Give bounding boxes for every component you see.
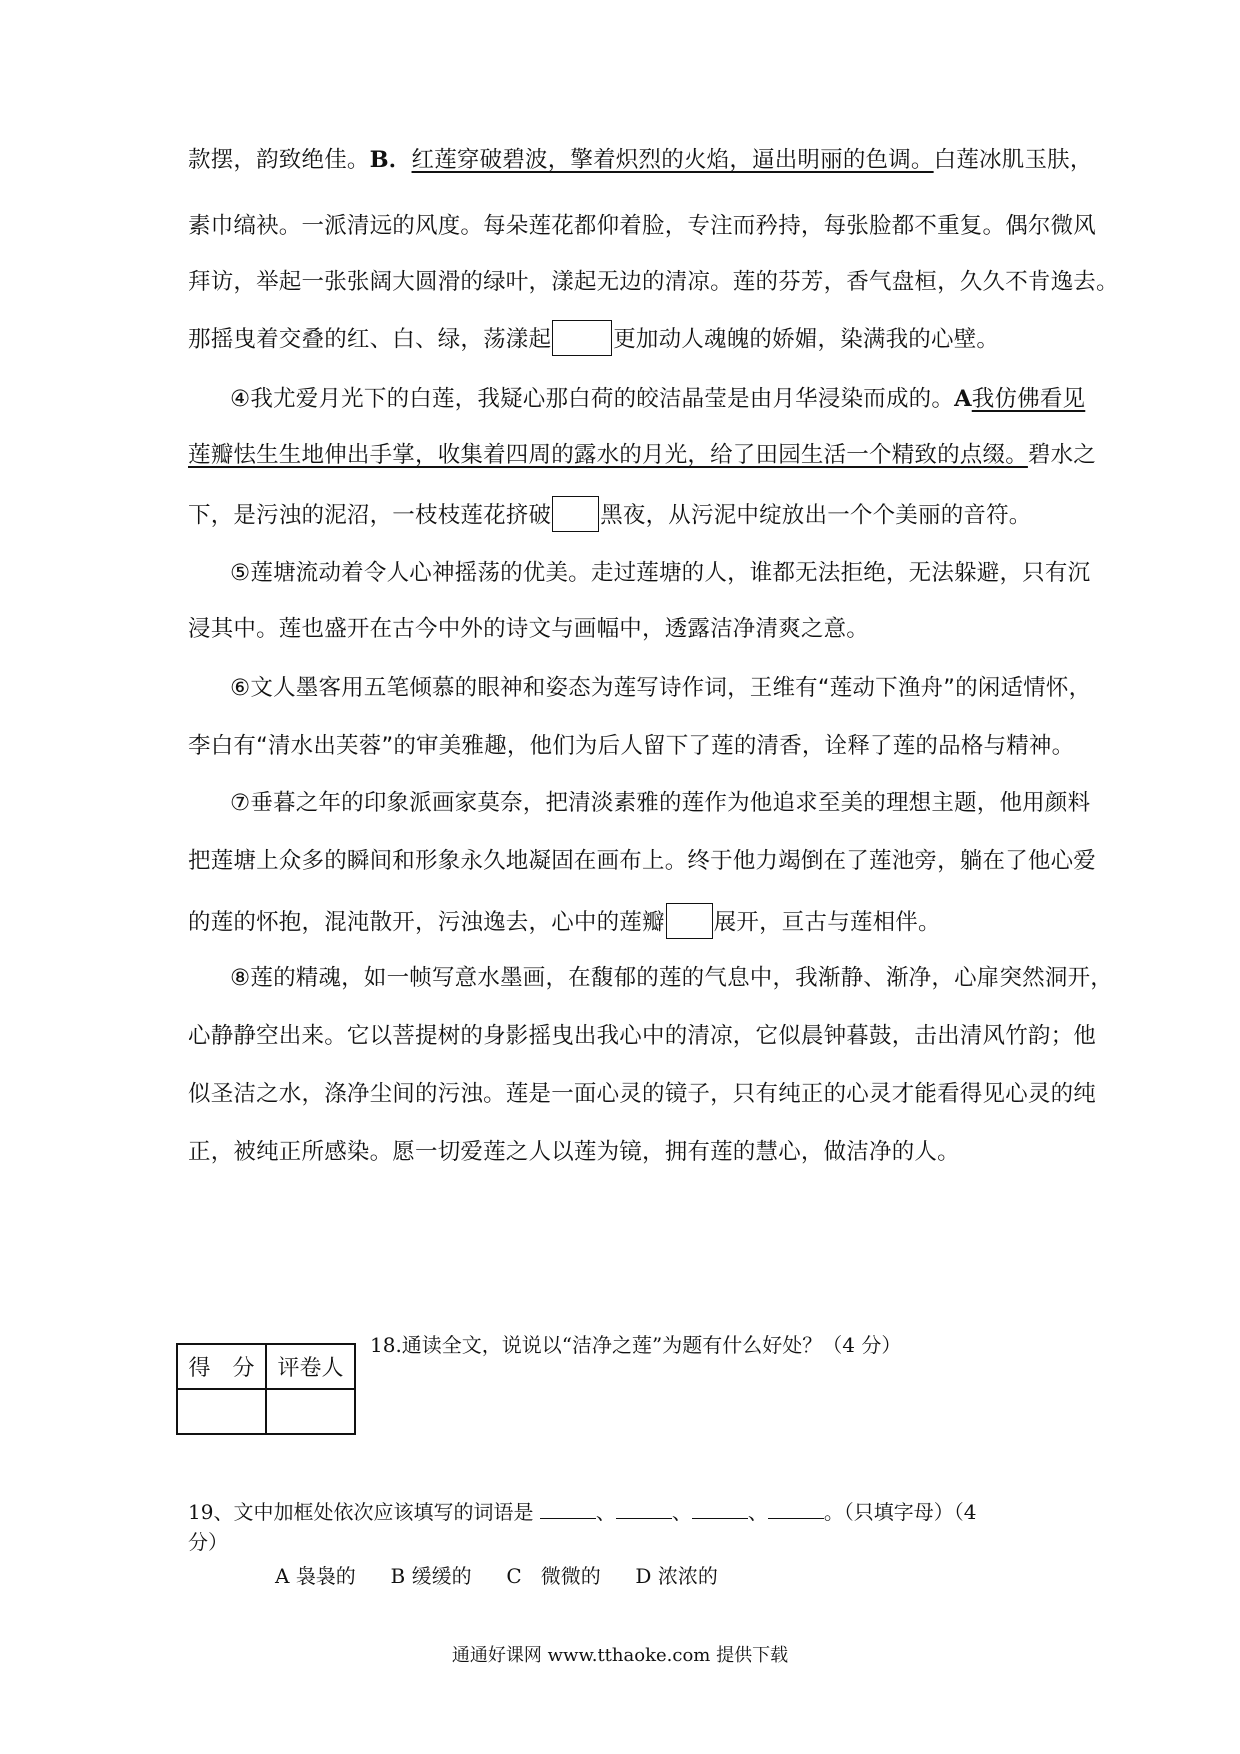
passage-text: 那摇曳着交叠的红、白、绿，荡漾起 (188, 326, 552, 353)
passage-text: 碧水之 (1027, 442, 1097, 468)
passage-line: ⑥文人墨客用五笔倾慕的眼神和姿态为莲写诗作词，王维有“莲动下渔舟”的闲适情怀， (230, 675, 1092, 701)
separator: 、 (671, 1500, 692, 1524)
question-text: 19、文中加框处依次应该填写的词语是 (188, 1500, 534, 1524)
passage-line: 浸其中。莲也盛开在古今中外的诗文与画幅中，透露洁净清爽之意。 (188, 616, 870, 642)
option-c[interactable] (506, 1564, 600, 1588)
page-footer: 通通好课网 www.tthaoke.com 提供下载 (451, 1645, 789, 1666)
score-table (176, 1343, 356, 1435)
score-header: 得 分 (177, 1344, 266, 1389)
passage-text: 展开，亘古与莲相伴。 (713, 909, 941, 936)
underlined-sentence: 莲瓣怯生生地伸出手掌，收集着四周的露水的月光，给了田园生活一个精致的点缀。 (188, 442, 1028, 468)
option-letter: C (506, 1564, 522, 1588)
separator: 、 (595, 1500, 616, 1524)
option-list (275, 1561, 718, 1591)
passage-text: 更加动人魂魄的娇媚，染满我的心壁。 (613, 326, 1000, 353)
question-19-continued: 分） (188, 1530, 228, 1554)
answer-blank-3[interactable] (692, 1498, 748, 1519)
separator: 、 (747, 1500, 768, 1524)
passage-line: ⑦垂暮之年的印象派画家莫奈，把清淡素雅的莲作为他追求至美的理想主题，他用颜料 (230, 790, 1091, 816)
passage-line (188, 144, 1093, 176)
option-text: 缓缓的 (411, 1564, 472, 1588)
passage-line: 心静静空出来。它以菩提树的身影摇曳出我心中的清凉，它似晨钟暮鼓，击出清风竹韵；他 (188, 1023, 1097, 1049)
passage-text: 款摆，韵致绝佳。 (188, 147, 370, 173)
fill-in-box-1[interactable] (552, 320, 612, 356)
passage-line (188, 905, 1060, 941)
passage-line: 把莲塘上众多的瞬间和形象永久地凝固在画布上。终于他力竭倒在了莲池旁，躺在了他心爱 (188, 848, 1097, 874)
passage-line: 素巾缟袂。一派清远的风度。每朵莲花都仰着脸，专注而矜持，每张脸都不重复。偶尔微风 (188, 213, 1097, 239)
passage-text: 的莲的怀抱，混沌散开，污浊逸去，心中的莲瓣 (188, 909, 665, 936)
passage-text: 黑夜，从污泥中绽放出一个个美丽的音符。 (600, 502, 1032, 529)
passage-line: ⑧莲的精魂，如一帧写意水墨画，在馥郁的莲的气息中，我渐静、渐净，心扉突然洞开， (230, 965, 1113, 991)
sentence-marker: A (954, 386, 972, 412)
answer-blank-2[interactable] (616, 1498, 672, 1519)
option-text: 袅袅的 (295, 1564, 356, 1588)
option-letter: D (635, 1564, 652, 1588)
option-text: 浓浓的 (657, 1564, 718, 1588)
option-letter: A (275, 1564, 290, 1588)
passage-line: ⑤莲塘流动着令人心神摇荡的优美。走过莲塘的人，谁都无法拒绝，无法躲避，只有沉 (230, 560, 1091, 586)
passage-line (188, 439, 1097, 471)
score-cell[interactable] (177, 1389, 266, 1434)
grader-cell[interactable] (266, 1389, 355, 1434)
option-d[interactable] (635, 1564, 717, 1588)
answer-blank-1[interactable] (540, 1498, 596, 1519)
question-18: 18.通读全文，说说以“洁净之莲”为题有什么好处？（4 分） (370, 1333, 902, 1357)
option-a[interactable] (275, 1564, 356, 1588)
underlined-sentence: 我仿佛看见 (971, 386, 1086, 412)
option-b[interactable] (391, 1564, 472, 1588)
sentence-marker: B． (369, 147, 412, 173)
passage-line: 李白有“清水出芙蓉”的审美雅趣，他们为后人留下了莲的清香，诠释了莲的品格与精神。 (188, 733, 1075, 759)
grader-header: 评卷人 (266, 1344, 355, 1389)
option-letter: B (390, 1564, 406, 1588)
passage-text: 下，是污浊的泥沼，一枝枝莲花挤破 (188, 502, 552, 529)
underlined-sentence: 红莲穿破碧波，擎着炽烈的火焰，逼出明丽的色调。 (411, 147, 934, 173)
passage-text: 白莲冰肌玉肤， (933, 147, 1093, 173)
question-text: 。（只填字母）（4 (823, 1500, 977, 1524)
passage-line (188, 498, 1060, 534)
option-text: 微微的 (540, 1564, 601, 1588)
passage-line (230, 383, 1086, 415)
passage-line: 似圣洁之水，涤净尘间的污浊。莲是一面心灵的镜子，只有纯正的心灵才能看得见心灵的纯 (188, 1081, 1097, 1107)
passage-line: 拜访，举起一张张阔大圆滑的绿叶，漾起无边的清凉。莲的芬芳，香气盘桓，久久不肯逸去。 (188, 269, 1119, 295)
passage-line: 正，被纯正所感染。愿一切爱莲之人以莲为镜，拥有莲的慧心，做洁净的人。 (188, 1139, 960, 1165)
fill-in-box-2[interactable] (552, 496, 599, 532)
passage-line (188, 322, 1060, 358)
passage-text: ④我尤爱月光下的白莲，我疑心那白荷的皎洁晶莹是由月华浸染而成的。 (230, 386, 955, 412)
fill-in-box-3[interactable] (666, 903, 713, 939)
question-19 (188, 1497, 977, 1527)
answer-blank-4[interactable] (768, 1498, 824, 1519)
